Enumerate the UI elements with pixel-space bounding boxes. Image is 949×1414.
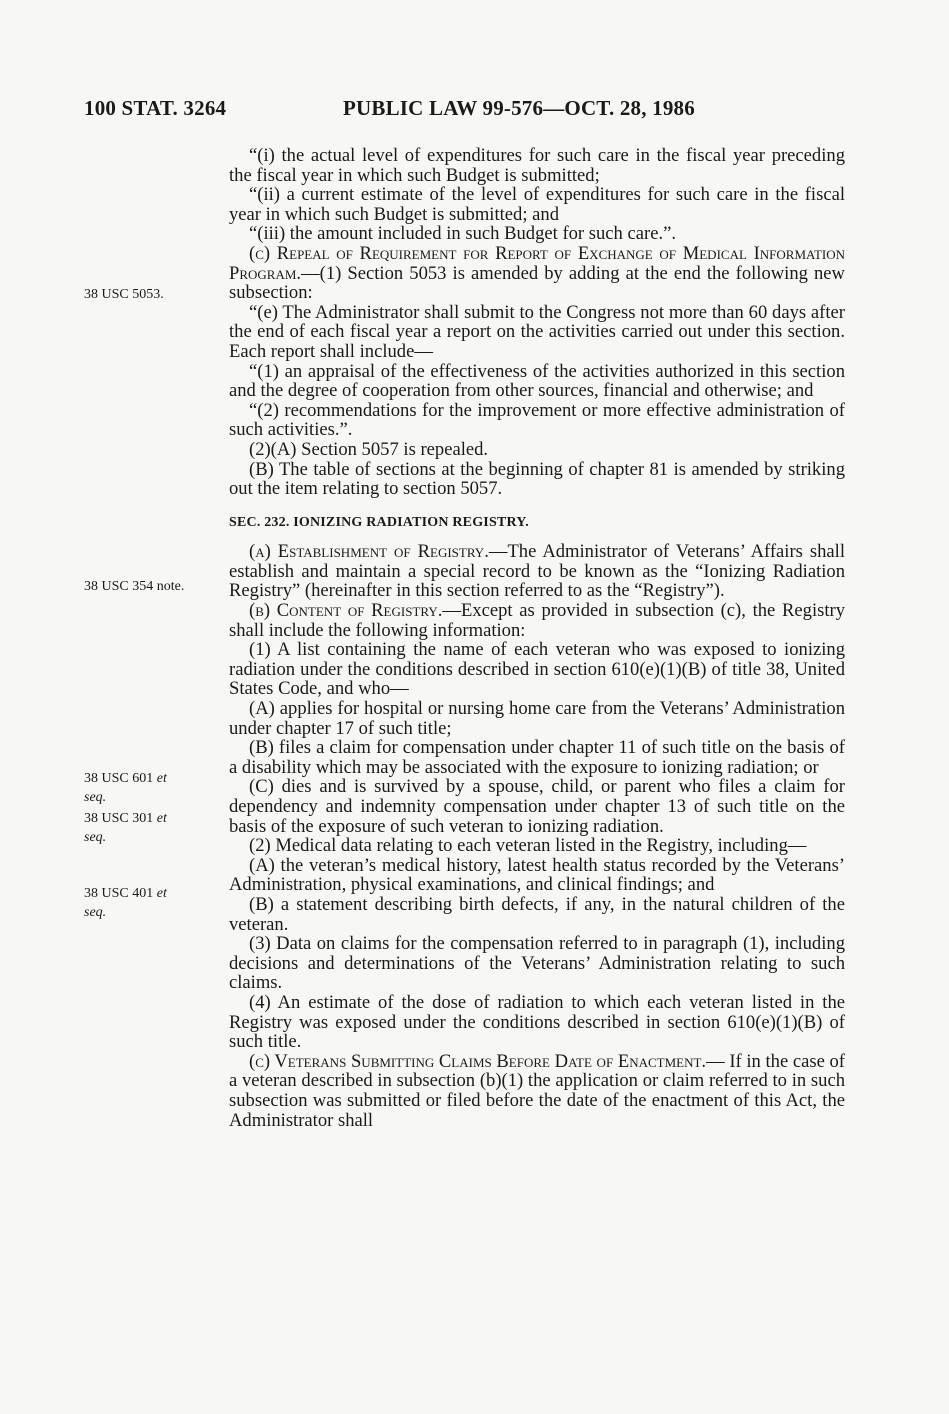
- subsection-heading: (b) Content of Registry.: [249, 600, 443, 622]
- margin-note-usc-301: [84, 809, 214, 847]
- law-title: PUBLIC LAW 99-576—OCT. 28, 1986: [343, 96, 695, 120]
- subsection-heading: (c) Repeal of Requirement for Report of Exchange of Medical Information Program.: [229, 242, 845, 284]
- clause-ii: “(ii) a current estimate of the level of expenditures for such care in the fiscal year in which such Budget is submitted; and: [229, 184, 845, 225]
- subsection-text: — If in the case of a veteran described in subsection (b)(1) the application or claim referred to in such subsection was submitted or filed before the date of the enactment of this Act, the Administrator shall: [229, 1050, 845, 1131]
- section-heading: SEC. 232. IONIZING RADIATION REGISTRY.: [229, 514, 530, 530]
- subparagraph-b-claim: (B) files a claim for compensation under chapter 11 of such title on the basis of a disability which may be associated with the exposure to ionizing radiation; or: [229, 737, 845, 778]
- subsection-text: —(1) Section 5053 is amended by adding at the end the following new subsection:: [229, 262, 845, 304]
- margin-note-usc-354: 38 USC 354 note.: [84, 579, 185, 594]
- running-head: [84, 96, 864, 126]
- paragraph-4-dose: (4) An estimate of the dose of radiation to which each veteran listed in the Registry was exposed under the conditions described in section 610(e)(1)(B) of such title.: [229, 991, 845, 1053]
- subsection-heading: (c) Veterans Submitting Claims Before Date of Enactment.: [249, 1050, 707, 1072]
- page-citation: 100 STAT. 3264: [84, 96, 227, 120]
- subsection-c-veterans: [229, 1052, 845, 1130]
- margin-note-seq: seq.: [84, 830, 107, 845]
- paragraph-2a: (2)(A) Section 5057 is repealed.: [249, 438, 489, 460]
- subsection-heading: (a) Establishment of Registry.: [249, 541, 489, 563]
- subsection-a-establishment: [229, 542, 845, 601]
- subparagraph-a-hospital: (A) applies for hospital or nursing home care from the Veterans’ Administration under chapter 17 of such title;: [229, 698, 845, 739]
- subparagraph-a-history: (A) the veteran’s medical history, latest health status recorded by the Veterans’ Administration, physical examinations, and clinical findings; and: [229, 854, 845, 896]
- paragraph-1-list: (1) A list containing the name of each veteran who was exposed to ionizing radiation under the conditions described in section 610(e)(1)(B) of title 38, United States Code, and who—: [229, 639, 845, 700]
- statute-body: [229, 146, 845, 1130]
- item-recommendations: “(2) recommendations for the improvement or more effective administration of such activities.”.: [229, 399, 845, 441]
- subsection-text: —Except as provided in subsection (c), the Registry shall include the following information:: [229, 600, 846, 641]
- clause-iii: “(iii) the amount included in such Budget for such care.”.: [249, 223, 677, 245]
- clause-i: “(i) the actual level of expenditures for such care in the fiscal year preceding the fiscal year in which such Budget is submitted;: [229, 145, 845, 186]
- margin-note-seq: seq.: [84, 905, 107, 920]
- subsection-b-content: [229, 601, 845, 640]
- margin-note-usc-401: [84, 884, 214, 922]
- margin-note-et: et: [156, 811, 167, 826]
- item-appraisal: “(1) an appraisal of the effectiveness of the activities authorized in this section and the degree of cooperation from other sources, financial and otherwise; and: [229, 360, 845, 402]
- margin-note-num: 38 USC 301: [84, 811, 154, 826]
- margin-note-num: 38 USC 401: [84, 886, 154, 901]
- margin-note-usc-601: [84, 769, 214, 807]
- margin-note-usc-5053: 38 USC 5053.: [84, 287, 164, 302]
- margin-note-et: et: [156, 771, 167, 786]
- new-subsection-e: “(e) The Administrator shall submit to the Congress not more than 60 days after the end of each fiscal year a report on the activities carried out under this section. Each report shall include—: [229, 301, 845, 362]
- paragraph-3-claims: (3) Data on claims for the compensation referred to in paragraph (1), including decisions and determinations of the Veterans’ Administration relating to such claims.: [229, 933, 845, 994]
- margin-note-et: et: [156, 886, 167, 901]
- margin-note-num: 38 USC 601: [84, 771, 154, 786]
- subparagraph-b-birth-defects: (B) a statement describing birth defects, if any, in the natural children of the veteran.: [229, 893, 845, 935]
- subsection-c-repeal: [229, 244, 845, 303]
- subparagraph-c-dies: (C) dies and is survived by a spouse, child, or parent who files a claim for dependency and indemnity compensation under chapter 13 of such title on the basis of the exposure of such veteran to ionizing radiation.: [229, 776, 845, 837]
- paragraph-2-medical-data: (2) Medical data relating to each veteran listed in the Registry, including—: [249, 835, 807, 857]
- margin-note-seq: seq.: [84, 790, 107, 805]
- paragraph-2b: (B) The table of sections at the beginning of chapter 81 is amended by striking out the item relating to section 5057.: [229, 458, 845, 500]
- subsection-text: —The Administrator of Veterans’ Affairs shall establish and maintain a special record to be known as the “Ionizing Radiation Registry” (hereinafter in this section referred to as the “Registry”).: [229, 541, 845, 602]
